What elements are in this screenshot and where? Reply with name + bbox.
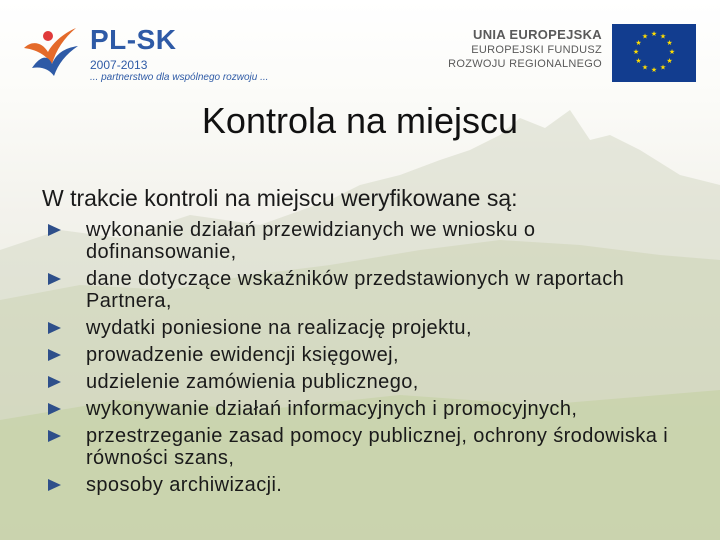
svg-text:★: ★ [650,30,658,38]
svg-text:★: ★ [666,39,673,47]
list-item-text: prowadzenie ewidencji księgowej, [86,344,399,366]
eu-logo-line3: ROZWOJU REGIONALNEGO [448,58,602,70]
svg-text:★: ★ [666,57,673,65]
svg-text:★: ★ [635,57,642,65]
program-logo [18,18,268,88]
list-item-text: wykonywanie działań informacyjnych i promocyjnych, [86,398,578,420]
list-item [48,317,688,339]
list-item [48,268,688,312]
program-logo-icon [18,18,84,84]
list-item-text: udzielenie zamówienia publicznego, [86,371,419,393]
list-item [48,398,688,420]
lead-text: W trakcie kontroli na miejscu weryfikowane są: [42,185,518,211]
list-item-text: dane dotyczące wskaźników przedstawionych w raportach Partnera, [86,268,625,312]
triangle-bullet-icon [48,273,61,285]
header [0,0,720,92]
eu-logo-line2: EUROPEJSKI FUNDUSZ [471,44,602,56]
eu-logo-line1: UNIA EUROPEJSKA [473,27,602,42]
program-logo-title: PL-SK [90,24,177,55]
list-item [48,219,688,263]
program-logo-years: 2007-2013 [90,58,148,72]
slide-title: Kontrola na miejscu [201,100,519,141]
svg-text:★: ★ [635,39,642,47]
triangle-bullet-icon [48,430,61,442]
list-item [48,371,688,393]
svg-text:★: ★ [650,66,658,74]
svg-text:★: ★ [641,63,649,72]
program-logo-tagline: ... partnerstwo dla wspólnego rozwoju ... [90,72,269,83]
triangle-bullet-icon [48,479,61,491]
list-item-text: wykonanie działań przewidzianych we wniosku o dofinansowanie, [86,219,536,263]
triangle-bullet-icon [48,224,61,236]
triangle-bullet-icon [48,376,61,388]
bullet-list [48,219,688,501]
triangle-bullet-icon [48,403,61,415]
list-item [48,474,688,496]
eu-logo-text [448,26,602,71]
eu-flag-icon [612,24,696,82]
list-item [48,344,688,366]
triangle-bullet-icon [48,349,61,361]
list-item-text: sposoby archiwizacji. [86,474,283,496]
list-item [48,425,688,469]
svg-text:★: ★ [659,63,667,72]
svg-text:★: ★ [668,48,676,56]
svg-text:★: ★ [659,32,667,41]
svg-text:★: ★ [641,32,649,41]
list-item-text: przestrzeganie zasad pomocy publicznej, ochrony środowiska i równości szans, [86,425,669,469]
svg-text:★: ★ [632,48,640,56]
triangle-bullet-icon [48,322,61,334]
list-item-text: wydatki poniesione na realizację projektu, [86,317,472,339]
